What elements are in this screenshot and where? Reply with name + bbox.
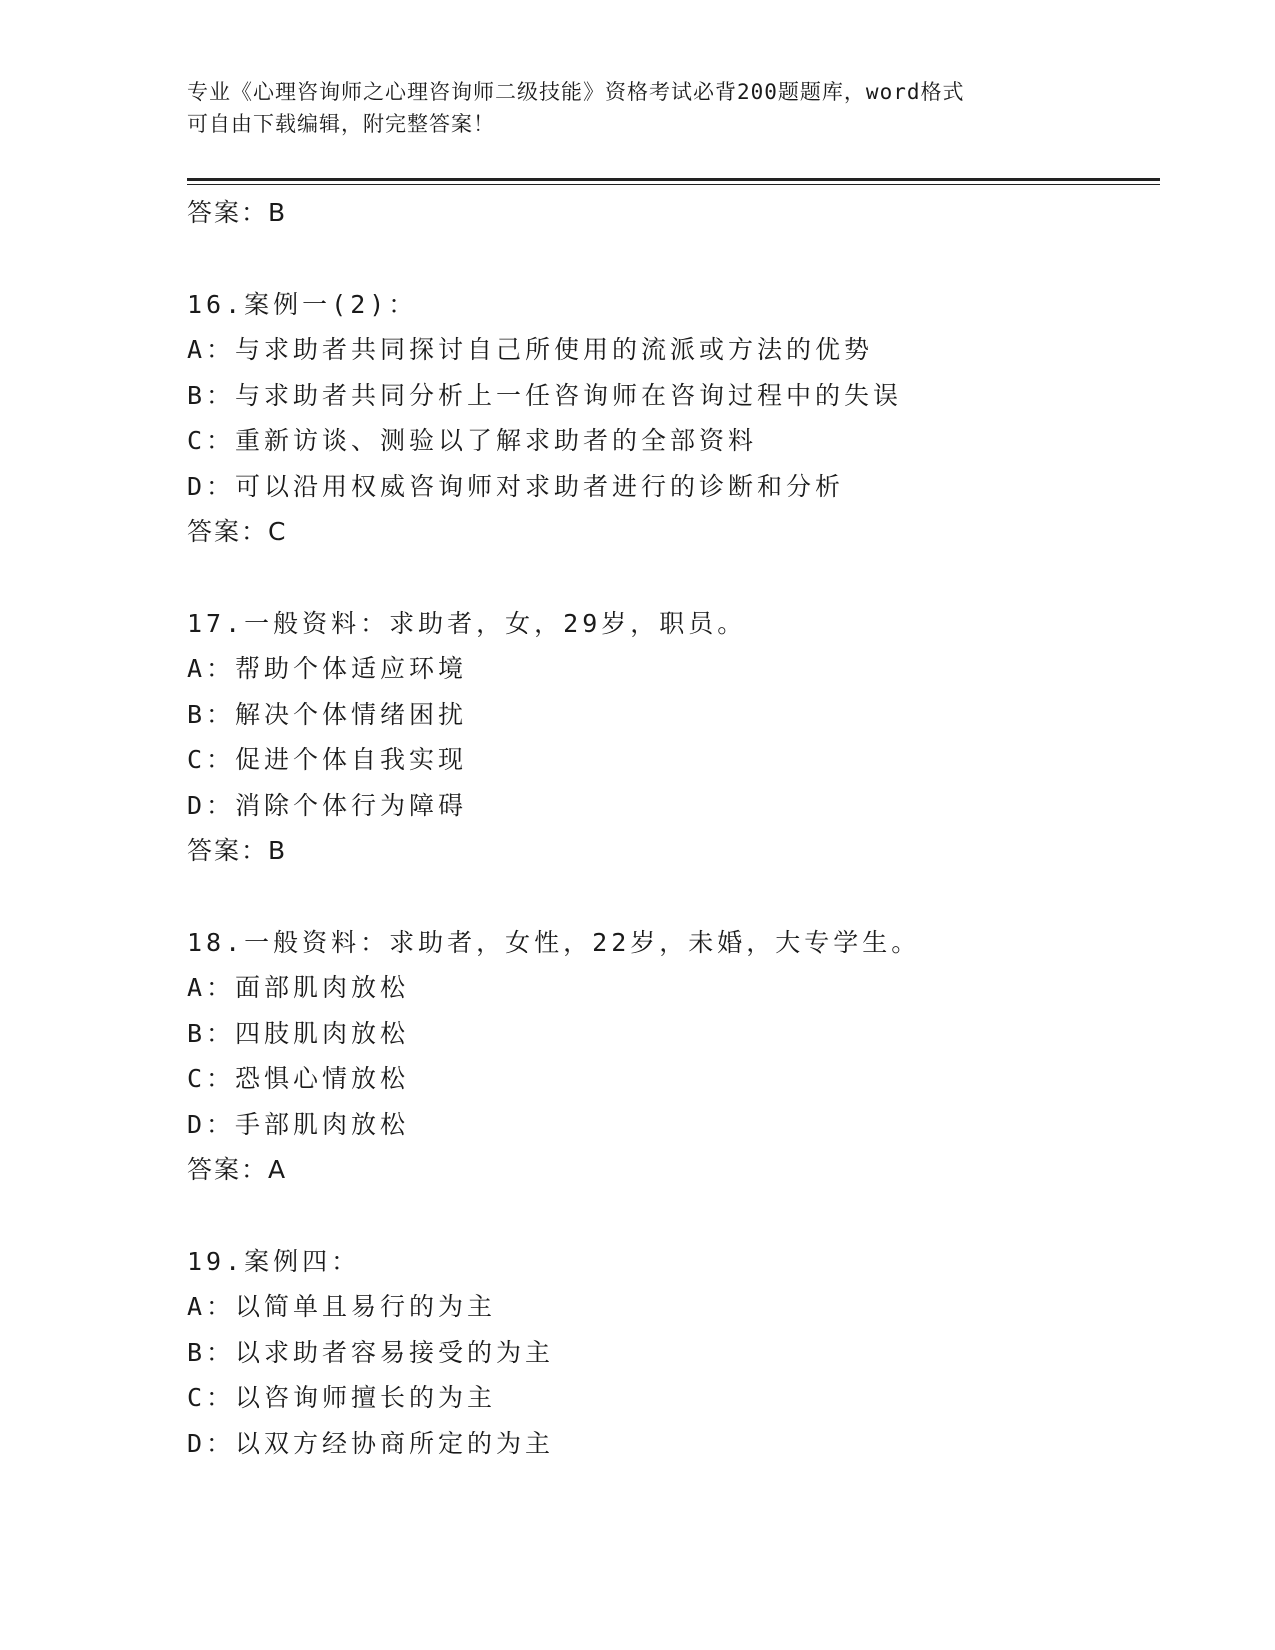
option-d: D：消除个体行为障碍 [187,790,468,820]
question-stem: 16.案例一(2)： [187,289,418,319]
option-c: C：以咨询师擅长的为主 [187,1383,497,1412]
option-a: A：与求助者共同探讨自己所使用的流派或方法的优势 [187,335,874,364]
question-stem: 18.一般资料：求助者，女性，22岁，未婚，大专学生。 [187,927,921,957]
question-block-16 [187,282,1147,555]
header-line-2: 可自由下载编辑，附完整答案！ [187,112,495,136]
option-b: B：与求助者共同分析上一任咨询师在咨询过程中的失误 [187,380,903,410]
option-c: C：促进个体自我实现 [187,745,468,774]
header-rule-thin [187,184,1160,185]
spacer [187,236,1147,282]
option-b: B：四肢肌肉放松 [187,1018,410,1048]
header-rule-thick [187,178,1160,181]
question-block-18 [187,920,1147,1193]
option-d: D：手部肌肉放松 [187,1109,410,1139]
option-c: C：重新访谈、测验以了解求助者的全部资料 [187,426,758,455]
option-b: B：以求助者容易接受的为主 [187,1337,555,1367]
option-a: A：以简单且易行的为主 [187,1292,497,1321]
document-body [187,190,1147,1466]
option-a: A：面部肌肉放松 [187,973,410,1002]
question-stem: 17.一般资料：求助者，女，29岁，职员。 [187,608,747,638]
option-d: D：以双方经协商所定的为主 [187,1428,555,1458]
question-block-17 [187,601,1147,874]
option-d: D：可以沿用权威咨询师对求助者进行的诊断和分析 [187,471,845,501]
answer-line: 答案：A [187,1155,288,1184]
answer-line: 答案：B [187,836,288,865]
option-c: C：恐惧心情放松 [187,1064,410,1093]
answer-line: 答案：C [187,517,288,546]
document-header [187,76,1107,140]
option-b: B：解决个体情绪困扰 [187,699,468,729]
spacer [187,555,1147,601]
header-line-1: 专业《心理咨询师之心理咨询师二级技能》资格考试必背200题题库，word格式 [187,80,965,104]
option-a: A：帮助个体适应环境 [187,654,468,683]
spacer [187,874,1147,920]
answer-line: 答案：B [187,198,288,227]
spacer [187,1193,1147,1239]
question-block-19 [187,1239,1147,1467]
question-stem: 19.案例四： [187,1246,361,1276]
